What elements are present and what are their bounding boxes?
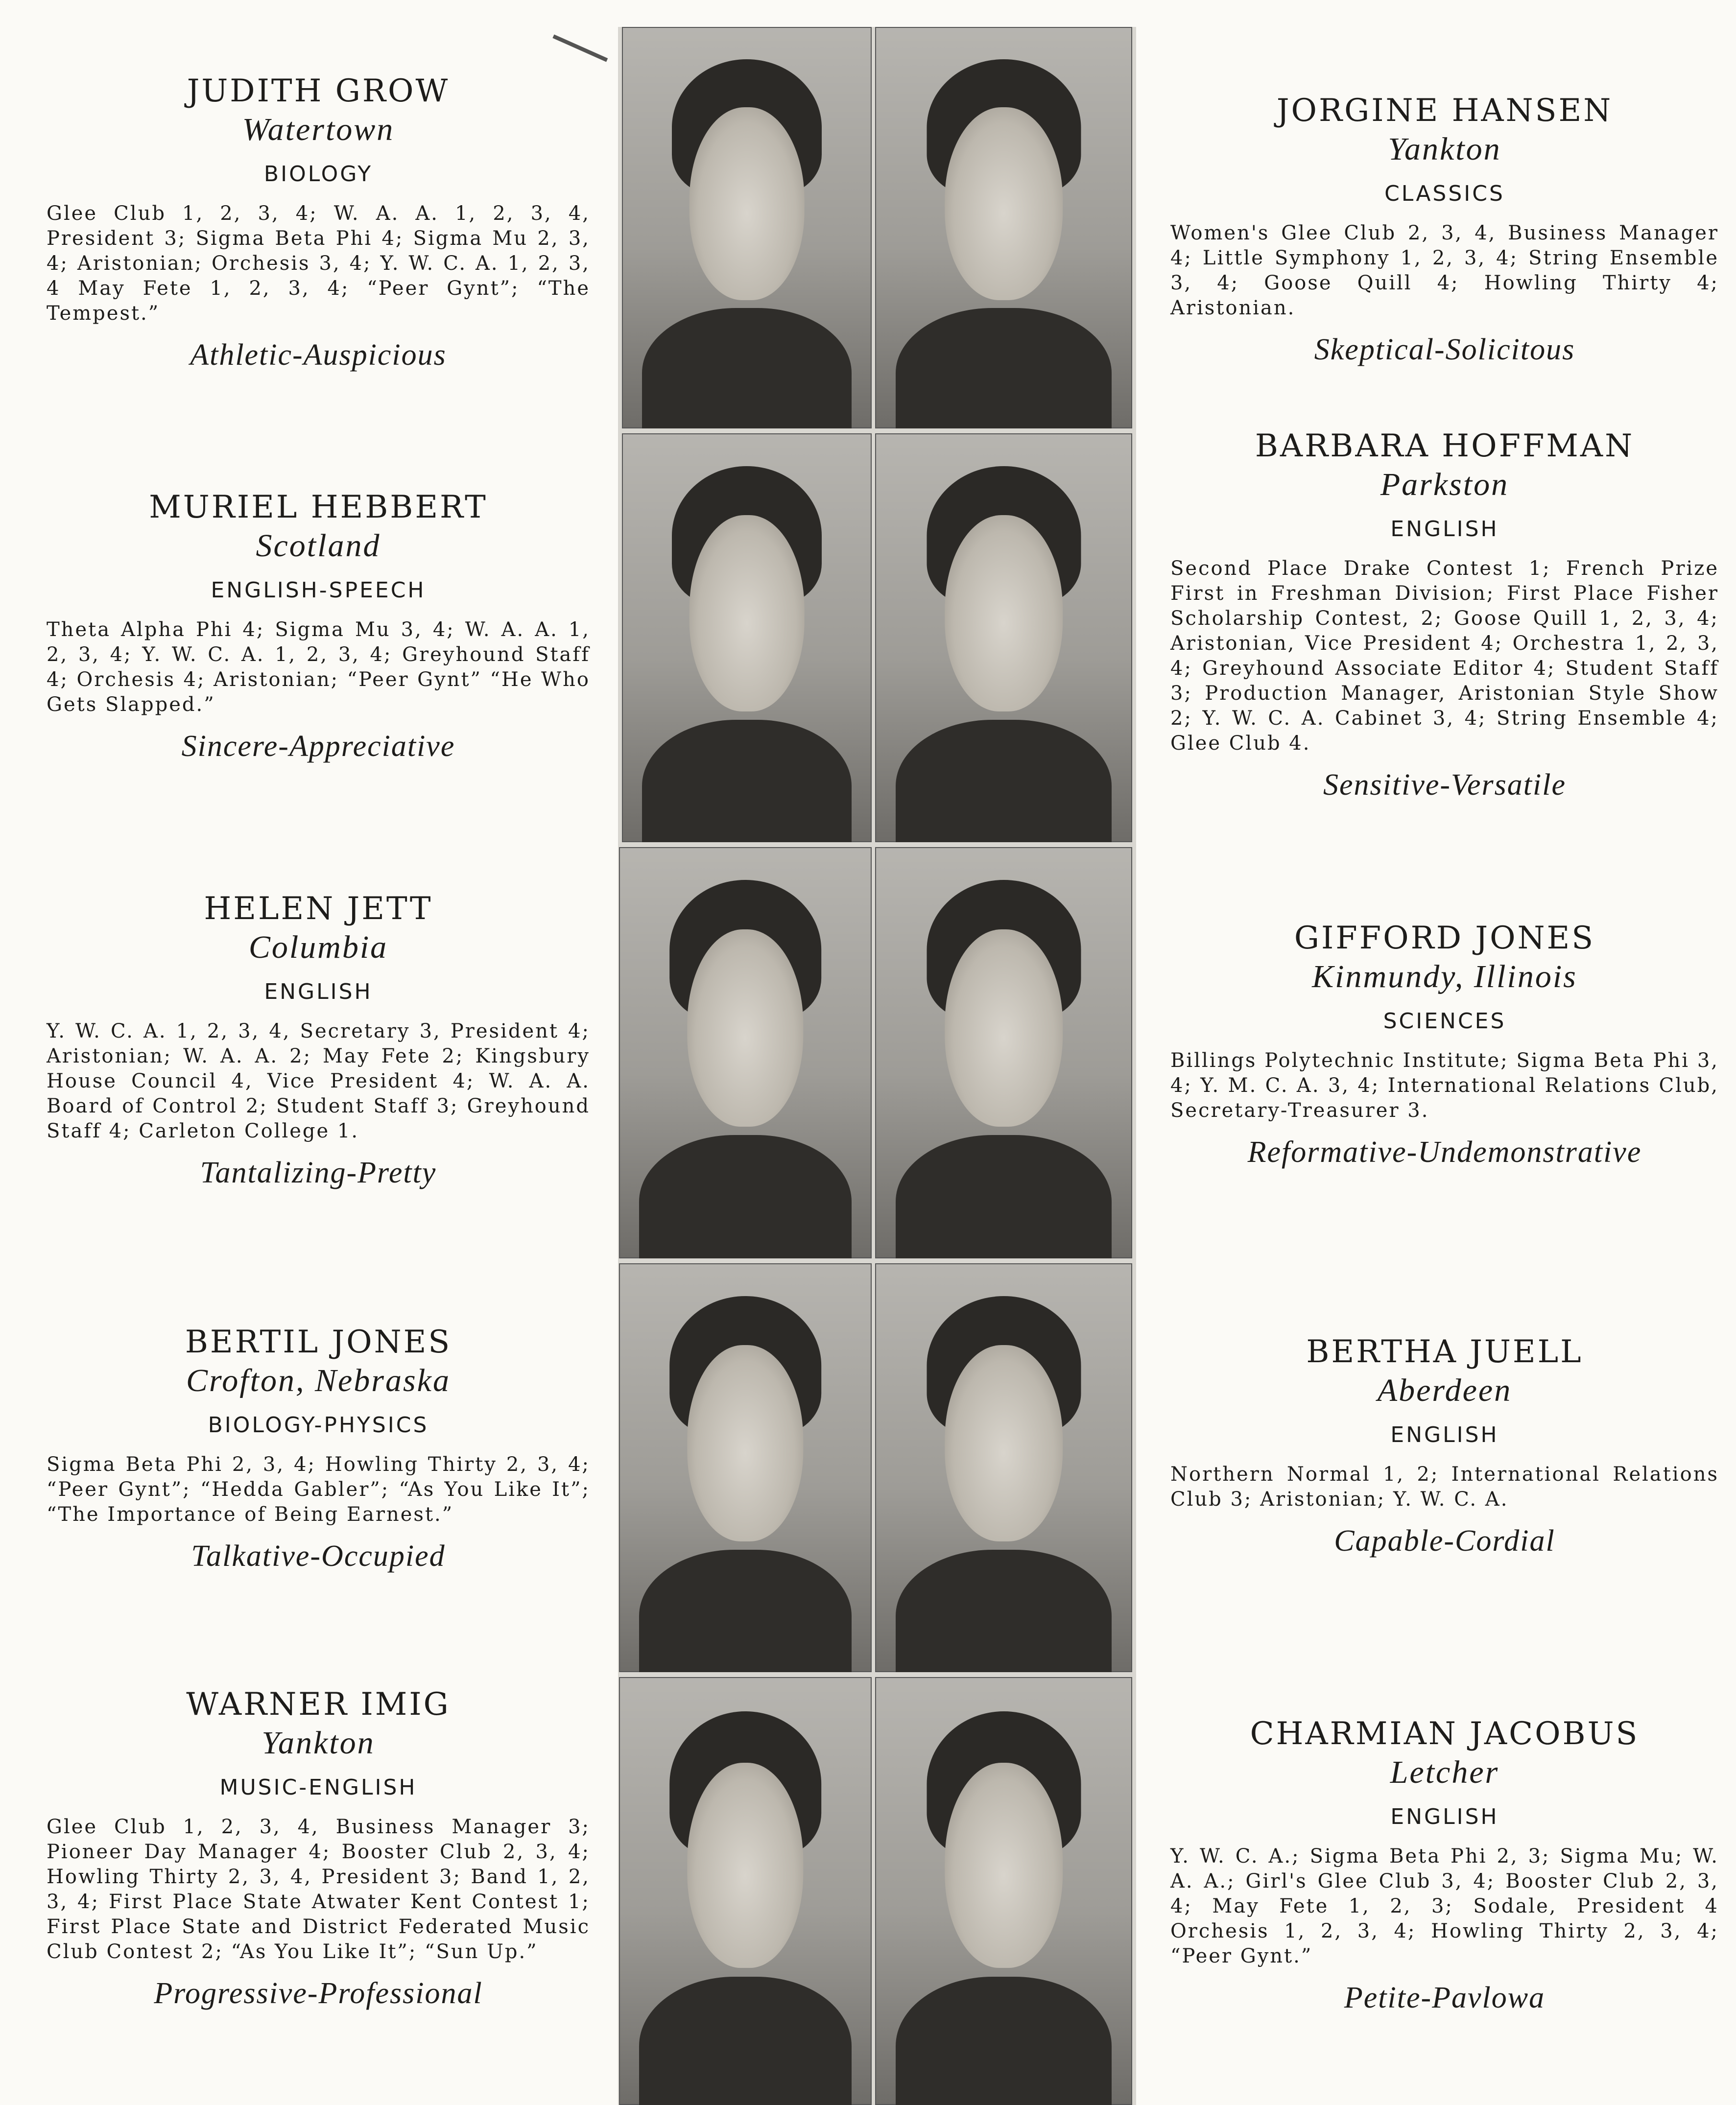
portrait-gifford-jones: [875, 847, 1132, 1258]
student-name: BERTHA JUELL: [1306, 1334, 1583, 1370]
student-name: MURIEL HEBBERT: [149, 489, 488, 525]
student-activities: Billings Polytechnic Institute; Sigma Beta Phi 3, 4; Y. M. C. A. 3, 4; International Relations Club, Secretary-Treasurer 3.: [1170, 1049, 1719, 1122]
student-activities: Northern Normal 1, 2; International Relations Club 3; Aristonian; Y. W. C. A.: [1170, 1463, 1719, 1511]
student-hometown: Scotland: [256, 527, 381, 564]
student-name: JUDITH GROW: [187, 73, 450, 109]
student-major: ENGLISH: [1390, 1804, 1499, 1830]
student-hometown: Kinmundy, Illinois: [1312, 958, 1577, 994]
student-name: BARBARA HOFFMAN: [1255, 428, 1635, 464]
student-entry-charmian-jacobus: [1170, 1716, 1719, 2016]
student-entry-barbara-hoffman: [1170, 428, 1719, 803]
student-name: WARNER IMIG: [186, 1686, 451, 1723]
student-hometown: Yankton: [262, 1725, 375, 1761]
student-name: JORGINE HANSEN: [1276, 93, 1613, 129]
student-major: MUSIC-ENGLISH: [219, 1775, 417, 1800]
student-major: BIOLOGY-PHYSICS: [208, 1413, 429, 1438]
student-entry-warner-imig: [47, 1687, 590, 2011]
student-entry-bertha-juell: [1170, 1334, 1719, 1559]
student-name: GIFFORD JONES: [1294, 920, 1595, 956]
student-motto: Reformative-Undemonstrative: [1247, 1135, 1642, 1169]
student-activities: Second Place Drake Contest 1; French Prize First in Freshman Division; First Place Fisher Scholarship Contest, 2; Goose Quill 1, 2, 3, 4; Aristonian, Vice President 4; Orchestra 1, 2, 3, 4; Greyhound Associate Editor 4; Student Staff 3; Production Manager, Aristonian Style Show 2; Y. W. C. A. Cabinet 3, 4; String Ensemble 4; Glee Club 4.: [1170, 557, 1719, 755]
student-motto: Sincere-Appreciative: [181, 729, 455, 763]
portrait-charmian-jacobus: [875, 1677, 1132, 2105]
student-hometown: Crofton, Nebraska: [186, 1362, 451, 1398]
student-activities: Sigma Beta Phi 2, 3, 4; Howling Thirty 2, 3, 4; “Peer Gynt”; “Hedda Gabler”; “As You Like It”; “The Importance of Being Earnest.”: [47, 1453, 590, 1526]
student-motto: Tantalizing-Pretty: [200, 1156, 437, 1189]
student-major: SCIENCES: [1383, 1009, 1506, 1034]
student-name: BERTIL JONES: [185, 1324, 452, 1360]
portrait-barbara-hoffman: [875, 433, 1132, 842]
student-hometown: Letcher: [1390, 1754, 1499, 1790]
student-hometown: Yankton: [1388, 131, 1501, 167]
student-activities: Y. W. C. A.; Sigma Beta Phi 2, 3; Sigma Mu; W. A. A.; Girl's Glee Club 3, 4; Booster Club 2, 3, 4; May Fete 1, 2, 3; Sodale, President 4 Orchesis 1, 2, 3, 4; Howling Thirty 2, 3, 4; “Peer Gynt.”: [1170, 1845, 1719, 1967]
student-entry-jorgine-hansen: [1170, 93, 1719, 368]
student-activities: Glee Club 1, 2, 3, 4; W. A. A. 1, 2, 3, 4, President 3; Sigma Beta Phi 4; Sigma Mu 2, 3, 4; Aristonian; Orchesis 3, 4; Y. W. C. A. 1, 2, 3, 4 May Fete 1, 2, 3, 4; “Peer Gynt”; “The Tempest.”: [47, 202, 590, 325]
student-entry-muriel-hebbert: [47, 490, 590, 764]
student-major: ENGLISH: [264, 979, 373, 1005]
portrait-jorgine-hansen: [875, 27, 1132, 428]
student-hometown: Parkston: [1380, 466, 1509, 502]
student-entry-judith-grow: [47, 73, 590, 373]
student-major: ENGLISH: [1390, 517, 1499, 542]
student-motto: Skeptical-Solicitous: [1314, 332, 1575, 366]
portrait-judith-grow: [622, 27, 872, 428]
student-major: ENGLISH-SPEECH: [211, 578, 426, 603]
scan-mark: [552, 34, 608, 62]
student-activities: Glee Club 1, 2, 3, 4, Business Manager 3; Pioneer Day Manager 4; Booster Club 2, 3, 4; Howling Thirty 2, 3, 4, President 3; Band 1, 2, 3, 4; First Place State Atwater Kent Contest 1; First Place State and District Federated Music Club Contest 2; “As You Like It”; “Sun Up.”: [47, 1815, 590, 1963]
student-hometown: Columbia: [248, 929, 388, 965]
student-hometown: Watertown: [242, 111, 395, 147]
student-hometown: Aberdeen: [1377, 1372, 1512, 1408]
student-major: BIOLOGY: [263, 162, 373, 187]
photo-strip: [618, 27, 1136, 2105]
student-motto: Petite-Pavlowa: [1344, 1981, 1546, 2014]
student-activities: Y. W. C. A. 1, 2, 3, 4, Secretary 3, President 4; Aristonian; W. A. A. 2; May Fete 2; Kingsbury House Council 4, Vice President 4; W. A. A. Board of Control 2; Student Staff 3; Greyhound Staff 4; Carleton College 1.: [47, 1019, 590, 1142]
student-activities: Women's Glee Club 2, 3, 4, Business Manager 4; Little Symphony 1, 2, 3, 4; String Ensemble 3, 4; Goose Quill 4; Howling Thirty 4; Aristonian.: [1170, 221, 1719, 319]
portrait-warner-imig: [619, 1677, 872, 2105]
portrait-bertil-jones: [619, 1263, 872, 1672]
portrait-bertha-juell: [875, 1263, 1132, 1672]
student-name: HELEN JETT: [204, 891, 433, 927]
student-entry-gifford-jones: [1170, 921, 1719, 1170]
student-major: CLASSICS: [1384, 181, 1505, 207]
student-motto: Athletic-Auspicious: [190, 338, 447, 372]
student-motto: Capable-Cordial: [1334, 1524, 1555, 1558]
student-entry-helen-jett: [47, 891, 590, 1191]
portrait-muriel-hebbert: [622, 433, 872, 842]
portrait-helen-jett: [619, 847, 872, 1258]
student-motto: Sensitive-Versatile: [1323, 768, 1566, 802]
student-name: CHARMIAN JACOBUS: [1250, 1716, 1640, 1752]
student-motto: Progressive-Professional: [154, 1976, 483, 2010]
student-major: ENGLISH: [1390, 1422, 1499, 1448]
student-entry-bertil-jones: [47, 1324, 590, 1574]
student-activities: Theta Alpha Phi 4; Sigma Mu 3, 4; W. A. A. 1, 2, 3, 4; Y. W. C. A. 1, 2, 3, 4; Greyhound Staff 4; Orchesis 4; Aristonian; “Peer Gynt” “He Who Gets Slapped.”: [47, 618, 590, 716]
student-motto: Talkative-Occupied: [191, 1539, 446, 1573]
